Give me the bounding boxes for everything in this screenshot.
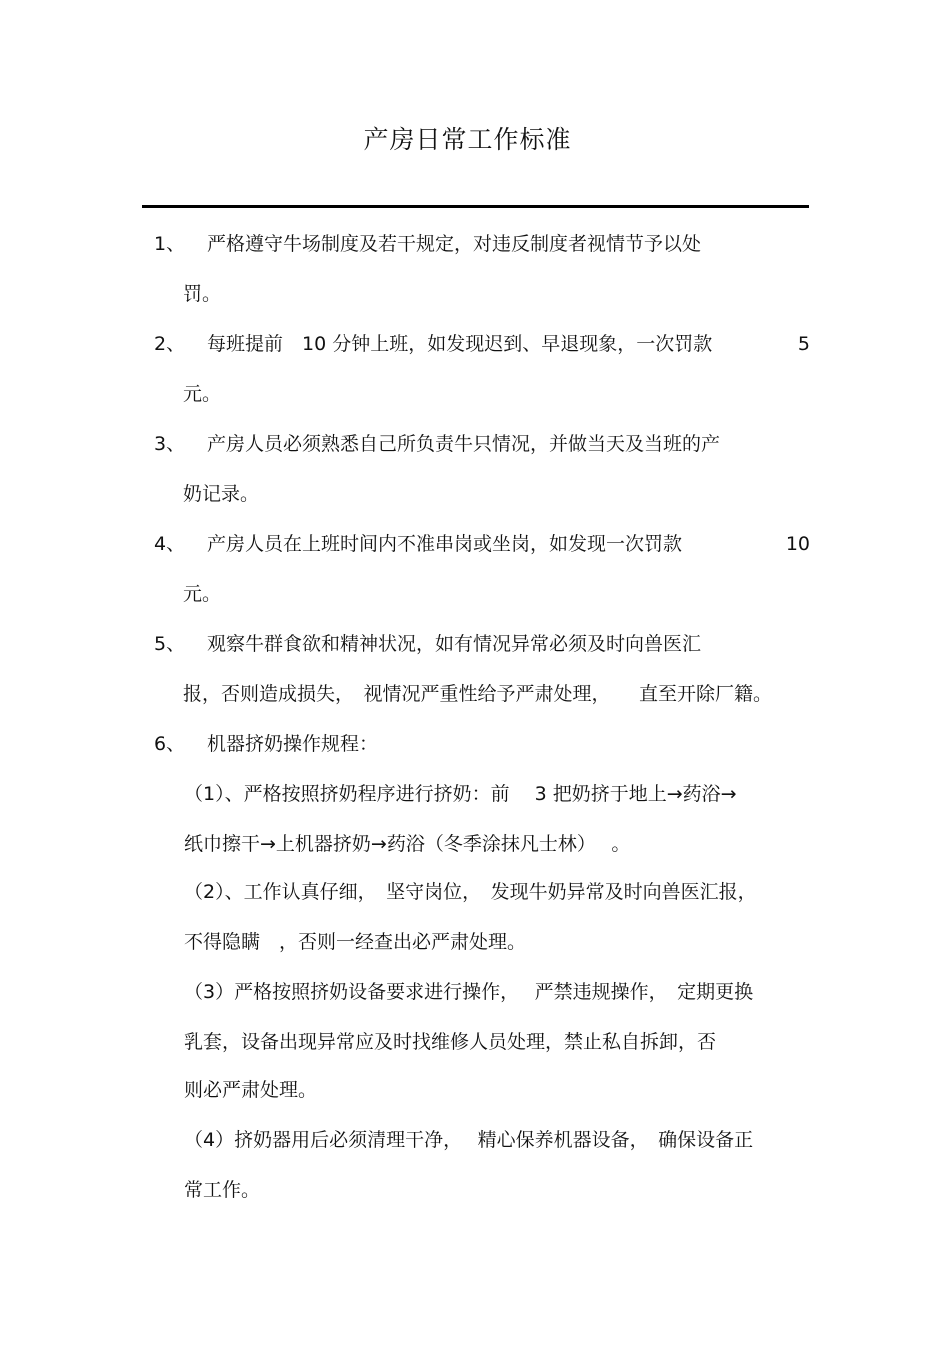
item-text-line: 产房人员必须熟悉自己所负责牛只情况，并做当天及当班的产 [207,433,721,455]
document-title: 产房日常工作标准 [363,125,572,154]
item-text-line: 机器挤奶操作规程： [207,733,379,755]
item-number: 5、 [154,633,186,655]
item-number: 1、 [154,233,186,255]
subitem-text-line: （2）、工作认真仔细， 坚守岗位， 发现牛奶异常及时向兽医汇报， [184,881,757,903]
item-text-tail: 5 [797,333,810,355]
item-text-continuation: 奶记录。 [183,483,260,505]
item-text-continuation: 罚。 [183,283,222,305]
item-text-line: 产房人员在上班时间内不准串岗或坐岗，如发现一次罚款 [207,533,683,555]
item-number: 6、 [154,733,186,755]
item-number: 3、 [154,433,186,455]
item-text-line: 严格遵守牛场制度及若干规定，对违反制度者视情节予以处 [207,233,702,255]
subitem-text-line: （1）、严格按照挤奶程序进行挤奶：前 3 把奶挤于地上→药浴→ [184,783,737,805]
item-number: 2、 [154,333,186,355]
subitem-text-line: （4）挤奶器用后必须清理干净， 精心保养机器设备， 确保设备正 [184,1129,754,1151]
subitem-text-continuation: 乳套，设备出现异常应及时找维修人员处理，禁止私自拆卸，否 [184,1031,717,1053]
item-text-line: 每班提前 10 分钟上班，如发现迟到、早退现象，一次罚款 [207,333,713,355]
subitem-text-continuation: 则必严肃处理。 [184,1079,318,1101]
subitem-text-continuation: 常工作。 [184,1179,261,1201]
item-text-tail: 10 [785,533,810,555]
item-number: 4、 [154,533,186,555]
title-divider [142,205,809,208]
subitem-text-line: （3）严格按照挤奶设备要求进行操作， 严禁违规操作， 定期更换 [184,981,754,1003]
subitem-text-continuation: 不得隐瞒 ，否则一经查出必严肃处理。 [184,931,527,953]
item-text-line: 观察牛群食欲和精神状况，如有情况异常必须及时向兽医汇 [207,633,702,655]
item-text-continuation: 元。 [183,383,222,405]
subitem-text-continuation: 纸巾擦干→上机器挤奶→药浴（冬季涂抹凡士林） 。 [184,833,631,855]
item-text-continuation: 元。 [183,583,222,605]
item-text-continuation: 报，否则造成损失， 视情况严重性给予严肃处理， 直至开除厂籍。 [183,683,773,705]
